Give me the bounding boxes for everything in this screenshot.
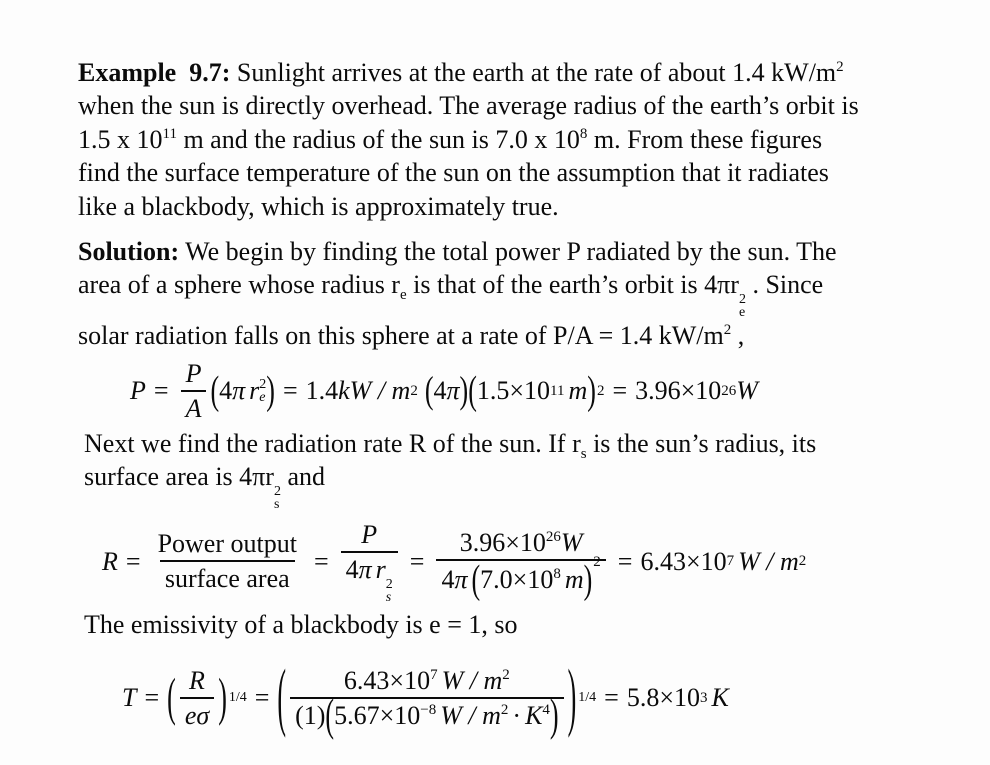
math-token: kW / m (338, 376, 411, 406)
math-token: 5.8×10 (626, 682, 700, 712)
equals-sign: = (125, 546, 141, 576)
fraction (153, 528, 302, 594)
fraction (180, 665, 214, 731)
equals-sign: = (617, 546, 633, 576)
math-token: K (711, 682, 729, 712)
equals-sign: = (254, 682, 270, 712)
math-token: 4 (433, 376, 447, 406)
math-token: 6.43×10 (343, 665, 431, 695)
text-line (78, 156, 912, 189)
math-token: K (525, 700, 543, 730)
dot-operator: · (512, 700, 522, 730)
text-line (78, 319, 912, 352)
text-run: The emissivity of a blackbody is e = 1, so (84, 610, 518, 640)
superscript: 8 (579, 125, 588, 142)
subscript: e (399, 287, 407, 304)
fraction-denominator: 4π ($7.0\times 10^8$ m)$^2$ (436, 559, 605, 595)
equation-radiation-rate: R = $\frac{\text{Power output}}{\text{surface area}}$ = P 4π r 2 s = $\frac{3.96\times 10^{26}W}{4\pi (7.0\times 10^8 m)^2}$ = 6.43×10 7 W / m 2 (102, 519, 807, 605)
math-token: π (358, 554, 372, 584)
sub-sup-stack (739, 293, 746, 319)
text-line (78, 56, 912, 89)
text-line (84, 427, 912, 460)
text-run: surface area is 4πr (84, 462, 274, 492)
subscript: s (580, 445, 587, 462)
subscript: e (738, 305, 746, 321)
text-run: m and the radius of the sun is 7.0 x 10 (176, 124, 580, 154)
math-token: 5.67×10 (334, 700, 421, 730)
text-run: , (731, 321, 745, 351)
math-token: r (375, 554, 386, 584)
paragraph-emissivity (84, 608, 912, 641)
superscript: 2 (738, 292, 746, 308)
fraction (290, 665, 564, 741)
text-run: like a blackbody, which is approximately true. (78, 191, 559, 221)
math-token: 1.5×10 (476, 376, 551, 406)
subscript: s (385, 589, 392, 605)
subscript: s (273, 497, 280, 513)
text-run: is that of the earth’s orbit is 4πr (406, 270, 739, 300)
fraction-denominator: $(1)(5.67\times 10^{-8}$ $W / m^2 \cdot K^4$) (290, 697, 564, 731)
math-token: R (102, 546, 118, 576)
superscript: 7 (430, 666, 438, 683)
text-line (78, 190, 912, 223)
equals-sign: = (604, 682, 619, 712)
text-line (84, 460, 912, 511)
equation-total-power: P = $\frac{P}{A}$ ( 4 π r 2 e ) = 1.4 kW / m 2 ( 4 π ) ( 1.5×10 11 m ) 2 = 3.96×10 26 W (130, 358, 758, 423)
text-run: and (280, 462, 326, 492)
math-token: P (130, 376, 146, 406)
sub-sup-stack (274, 485, 281, 511)
text-run: 1.5 x 10 (78, 124, 163, 154)
equals-sign: = (313, 546, 329, 576)
fraction-numerator: P (185, 358, 202, 388)
equation-temperature: T = ( $\frac{R}{e\sigma}$ ) 1/4 = ( $\frac{6.43\times 10^7 W / m^2}{(1)(5.67\times 10^{-8} W / m^2 \cdot K^4)}$ ) 1/4 = 5.8×10 3 K (122, 653, 729, 741)
sub-sup-stack (259, 378, 266, 404)
equals-sign: = (612, 376, 628, 406)
math-token: W (560, 528, 583, 558)
math-token: W / m (440, 700, 501, 730)
paragraph-radiation-rate (84, 427, 912, 511)
example-label: Example 9.7: (78, 58, 231, 87)
math-token: π (454, 565, 468, 595)
math-token: W / m (441, 665, 503, 695)
text-line (84, 608, 912, 641)
text-run: . Since (745, 270, 824, 300)
fraction (436, 527, 605, 602)
math-token: 6.43×10 (640, 546, 727, 576)
superscript: 2 (273, 484, 281, 500)
superscript: −8 (420, 701, 437, 718)
fraction-numerator: R (189, 665, 205, 695)
math-token: π (446, 376, 460, 406)
fraction (181, 358, 207, 424)
subscript: e (259, 389, 266, 405)
text-run: Next we find the radiation rate R of the sun. If r (84, 428, 581, 458)
superscript: 11 (162, 125, 177, 142)
paragraph-example (78, 56, 912, 223)
text-run: is the sun’s radius, its (586, 428, 817, 458)
fraction-numerator (455, 527, 588, 559)
math-token: T (122, 682, 137, 712)
text-run: Sunlight arrives at the earth at the rate of about 1.4 kW/m (230, 58, 837, 87)
text-line (78, 123, 912, 156)
superscript: 2 (723, 322, 732, 339)
fraction-denominator: surface area (160, 560, 295, 594)
superscript: 2 (259, 376, 267, 392)
math-token: π (232, 376, 246, 406)
superscript: 2 (500, 701, 509, 718)
fraction-numerator (339, 665, 515, 697)
solution-label: Solution: (78, 237, 180, 267)
exponent: 2 (593, 554, 601, 571)
math-token: 1.4 (305, 376, 339, 406)
math-token: 4 (441, 565, 455, 595)
math-token: 3.96×10 (635, 376, 722, 406)
math-token: 4 (345, 554, 359, 584)
superscript: 2 (502, 666, 510, 683)
math-token: W (736, 376, 758, 406)
superscript: 2 (836, 59, 844, 75)
math-token: r (249, 376, 260, 406)
math-token: 7.0×10 (480, 565, 554, 595)
sub-sup-stack (386, 578, 393, 604)
text-run: m. From these figures (587, 124, 823, 154)
text-run: solar radiation falls on this sphere at a rate of P/A = 1.4 kW/m (78, 321, 724, 351)
math-token: m (568, 376, 588, 406)
math-token: m (564, 565, 584, 595)
fraction-denominator: eσ (180, 697, 214, 731)
fraction-denominator: A (181, 390, 207, 424)
fraction-denominator (341, 551, 398, 604)
fraction-numerator: P (361, 519, 378, 549)
text-run: We begin by finding the total power P radiated by the sun. The (179, 237, 837, 267)
equals-sign: = (144, 682, 160, 712)
fraction-numerator: Power output (157, 529, 297, 559)
math-token: (1) (295, 700, 326, 730)
equals-sign: = (282, 376, 298, 406)
text-run: find the surface temperature of the sun on the assumption that it radiates (78, 158, 829, 188)
equals-sign: = (153, 376, 169, 406)
superscript: 2 (385, 576, 393, 592)
superscript: 4 (542, 701, 550, 718)
text-line (78, 89, 912, 122)
equals-sign: = (409, 546, 425, 576)
superscript: 26 (545, 529, 561, 546)
math-token: 3.96×10 (459, 528, 546, 558)
text-run: area of a sphere whose radius r (78, 270, 400, 300)
fraction (341, 519, 398, 604)
text-line (78, 268, 912, 319)
paragraph-solution (78, 235, 912, 353)
superscript: 8 (553, 566, 561, 583)
math-token: 4 (219, 376, 233, 406)
math-token: W / m (738, 546, 799, 576)
text-line (78, 235, 912, 268)
text-run: when the sun is directly overhead. The average radius of the earth’s orbit is (78, 91, 859, 121)
